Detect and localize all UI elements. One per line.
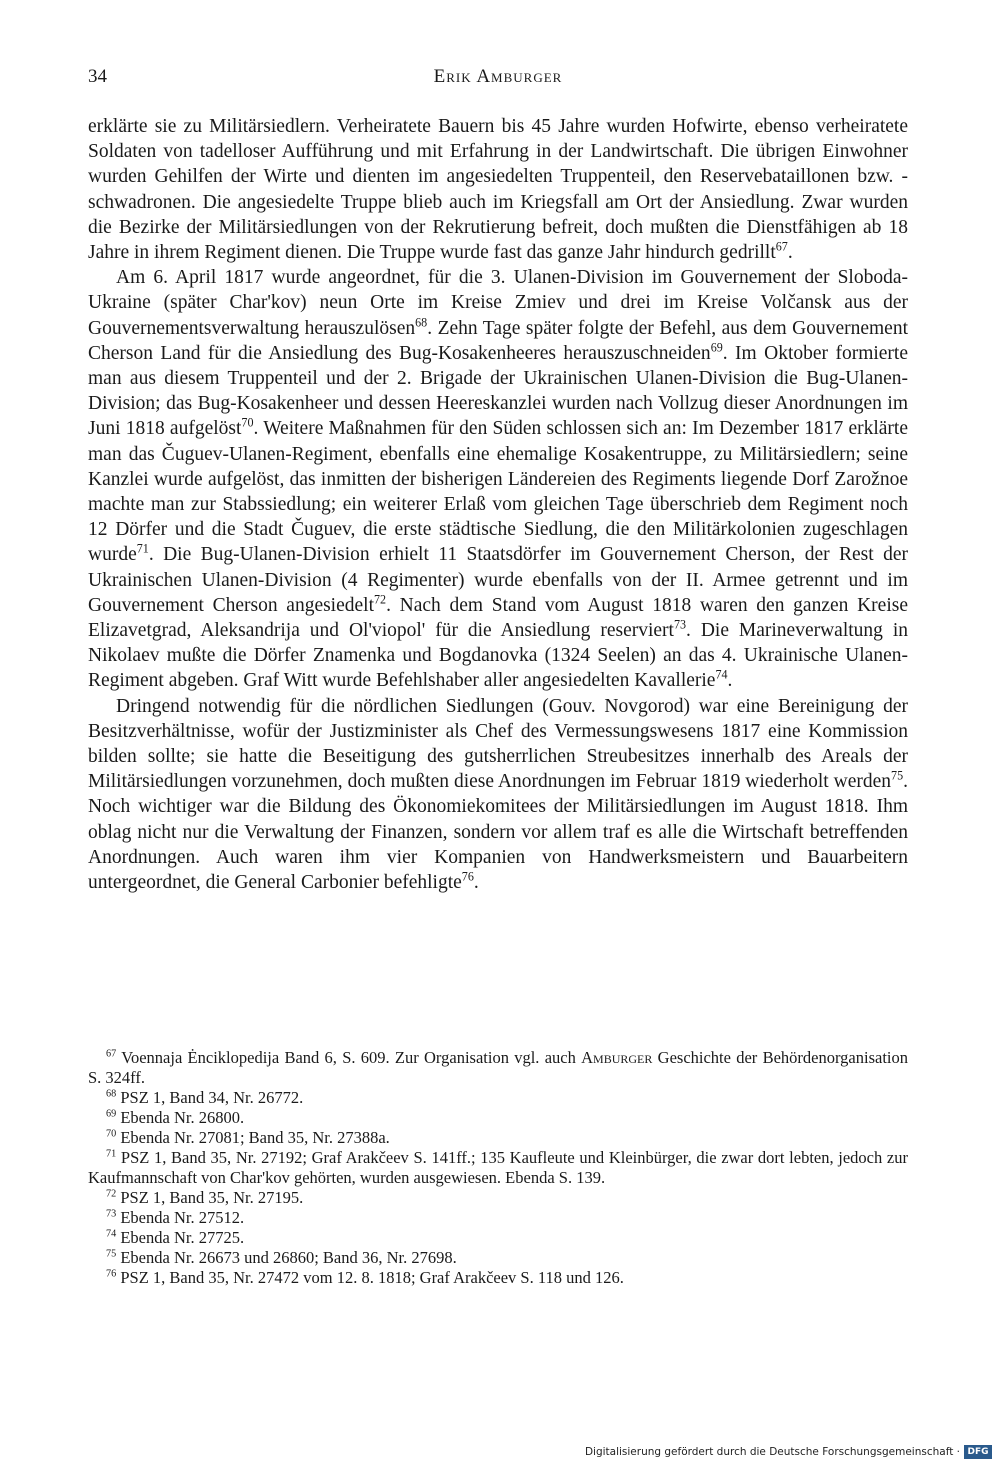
footnote-75: $^{75}$ Ebenda Nr. 26673 und 26860; Band 36, Nr. 27698. — [106, 1248, 457, 1267]
footnote-ref: 75 — [891, 768, 904, 783]
footnote-76: $^{76}$ PSZ 1, Band 35, Nr. 27472 vom 12. 8. 1818; Graf Arakčeev S. 118 und 126. — [106, 1268, 624, 1287]
footnote-73: $^{73}$ Ebenda Nr. 27512. — [106, 1208, 245, 1227]
footnote-ref: 76 — [461, 869, 474, 884]
footnote-71: $^{71}$ PSZ 1, Band 35, Nr. 27192; Graf Arakčeev S. 141ff.; 135 Kaufleute und Kleinbürger, die zwar dort lebten, jedoch zur Kaufmannschaft von Char'kov gehörten, wurden ausgewiesen. Ebenda S. 139. — [88, 1148, 908, 1187]
footnotes — [88, 1048, 908, 1288]
body-text — [88, 114, 908, 895]
footnote-74: $^{74}$ Ebenda Nr. 27725. — [106, 1228, 245, 1247]
footnote-ref: 68 — [415, 315, 428, 330]
digitization-credit — [585, 1444, 992, 1460]
footnote-ref: 74 — [715, 667, 728, 682]
page-number: 34 — [88, 66, 107, 87]
running-title: Erik Amburger — [433, 66, 563, 87]
footnote-70: $^{70}$ Ebenda Nr. 27081; Band 35, Nr. 27388a. — [106, 1128, 390, 1147]
footnote-69: $^{69}$ Ebenda Nr. 26800. — [106, 1108, 245, 1127]
dfg-logo: DFG — [964, 1445, 992, 1459]
footnote-ref: 71 — [136, 541, 149, 556]
paragraph-1: erklärte sie zu Militärsiedlern. Verheiratete Bauern bis 45 Jahre wurden Hofwirte, ebenso verheiratete Soldaten von tadelloser Aufführung und mit Erfahrung in der Landwirtschaft. Die übrigen Einwohner wurden Gehilfen der Wirte und dienten im angesiedelten Truppenteil, den Reservebataillonen bzw. -schwadronen. Die angesiedelte Truppe blieb auch im Kriegsfall am Ort der Ansiedlung. Zwar wurden die Bezirke der Militärsiedlungen von der Rekrutierung befreit, doch mußten die Dienstfähigen ab 18 Jahre in ihrem Regiment dienen. Die Truppe wurde fast das ganze Jahr hindurch gedrillt$^{67}$. — [88, 116, 908, 264]
paragraph-3: Dringend notwendig für die nördlichen Siedlungen (Gouv. Novgorod) war eine Bereinigung der Besitzverhältnisse, wofür der Justizminister als Chef des Vermessungswesens 1817 eine Kommission bilden sollte; sie hatte die Beseitigung des gutsherrlichen Streubesitzes innerhalb des Areals der Militärsiedlungen vorzunehmen, doch mußten diese Anordnungen im Februar 1819 wiederholt werden$^{75}$. Noch wichtiger war die Bildung des Ökonomiekomitees der Militärsiedlungen im August 1818. Ihm oblag nicht nur die Verwaltung der Finanzen, sondern vor allem traf es alle die Wirtschaft betreffenden Anordnungen. Auch waren ihm vier Kompanien von Handwerksmeistern und Bauarbeitern untergeordnet, die General Carbonier befehligte$^{76}$. — [88, 695, 908, 894]
footnote-68: $^{68}$ PSZ 1, Band 34, Nr. 26772. — [106, 1088, 304, 1107]
footnote-ref: 69 — [710, 340, 723, 355]
footnote-ref: 67 — [775, 239, 788, 254]
footnote-72: $^{72}$ PSZ 1, Band 35, Nr. 27195. — [106, 1188, 304, 1207]
footnote-ref: 73 — [673, 617, 687, 632]
credit-text: Digitalisierung gefördert durch die Deutsche Forschungsgemeinschaft · — [584, 1446, 960, 1458]
footnote-67: $^{67}$ Voennaja Ėnciklopedija Band 6, S. 609. Zur Organisation vgl. auch Amburger Geschichte der Behördenorganisation S. 324ff. — [88, 1048, 908, 1087]
paragraph-2: Am 6. April 1817 wurde angeordnet, für die 3. Ulanen-Division im Gouvernement der Sloboda-Ukraine (später Char'kov) neun Orte im Kreise Zmiev und drei im Kreise Volčansk aus der Gouvernementsverwaltung herauszulösen$^{68}$. Zehn Tage später folgte der Befehl, aus dem Gouvernement Cherson Land für die Ansiedlung des Bug-Kosakenheeres herauszuschneiden$^{69}$. Im Oktober formierte man aus diesem Truppenteil und der 2. Brigade der Ukrainischen Ulanen-Division die Bug-Ulanen-Division; das Bug-Kosakenheer und dessen Heereskanzlei wurden nach Vollzug dieser Anordnungen im Juni 1818 aufgelöst$^{70}$. Weitere Maßnahmen für den Süden schlossen sich an: Im Dezember 1817 erklärte man das Čuguev-Ulanen-Regiment, ebenfalls eine ehemalige Kosakentruppe, zu Militärsiedlern; seine Kanzlei wurde aufgelöst, das inmitten der bisherigen Ländereien des Regiments liegende Dorf Zarožnoe machte man zur Stabssiedlung; ein weiterer Erlaß vom gleichen Tage überschrieb dem Regiment noch 12 Dörfer und die Stadt Čuguev, die erste städtische Siedlung, die den Militärkolonien zugeschlagen wurde$^{71}$. Die Bug-Ulanen-Division erhielt 11 Staatsdörfer im Gouvernement Cherson, der Rest der Ukrainischen Ulanen-Division (4 Regimenter) wurde ebenfalls von der II. Armee getrennt und im Gouvernement Cherson angesiedelt$^{72}$. Nach dem Stand vom August 1818 waren den ganzen Kreise Elizavetgrad, Aleksandrija und Ol'viopol' für die Ansiedlung reserviert$^{73}$. Die Marineverwaltung in Nikolaev mußte die Dörfer Znamenka und Bogdanovka (1324 Seelen) an das 4. Ukrainische Ulanen-Regiment abgeben. Graf Witt wurde Befehlshaber aller angesiedelten Kavallerie$^{74}$. — [88, 267, 909, 692]
footnote-ref: 72 — [374, 592, 387, 607]
footnote-ref: 70 — [241, 415, 254, 430]
running-head — [88, 66, 908, 90]
